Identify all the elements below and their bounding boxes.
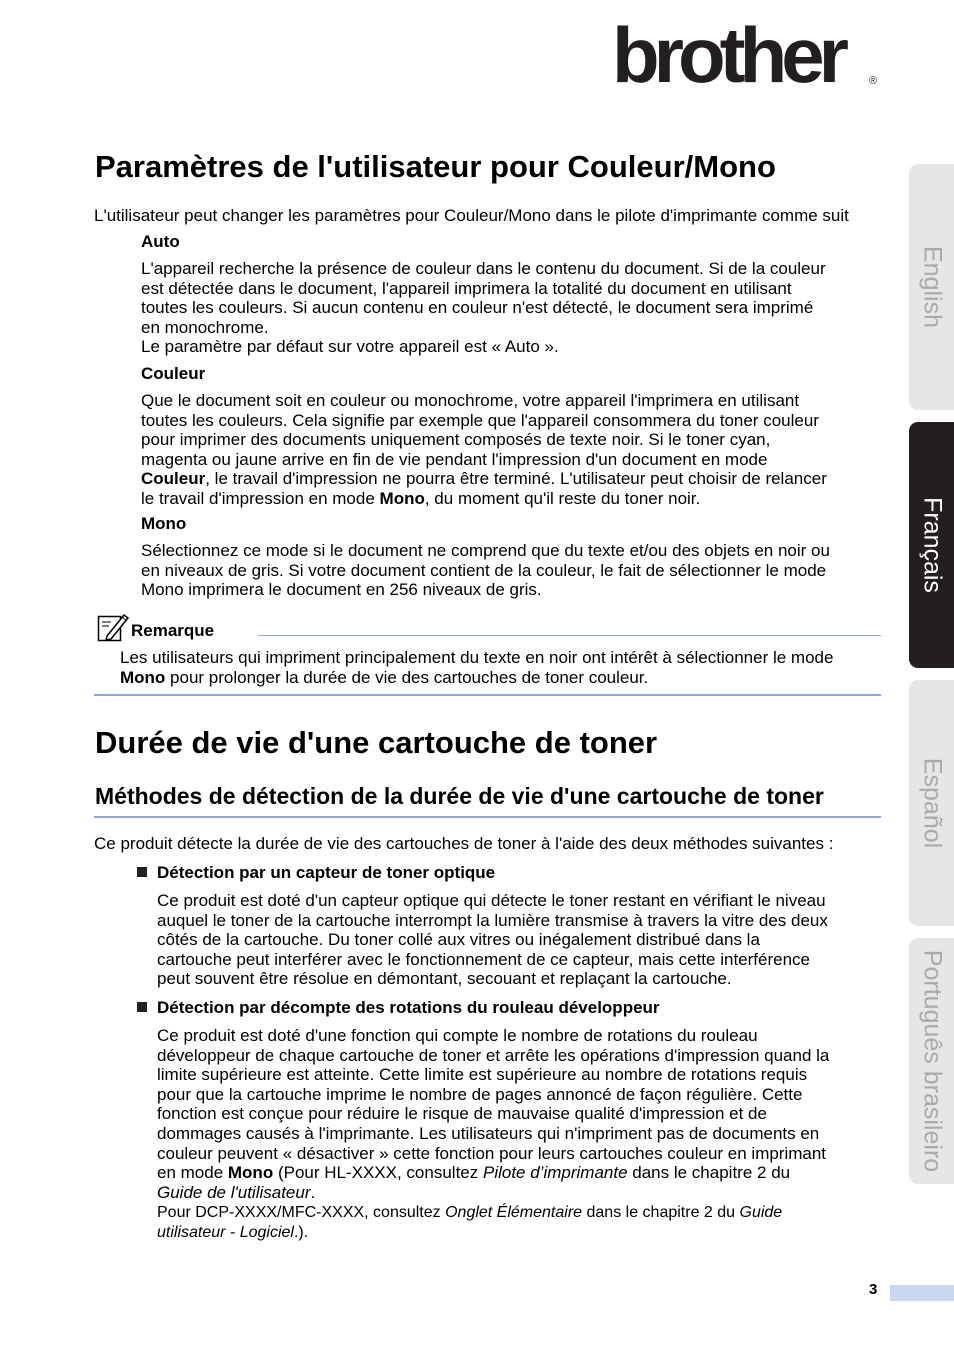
couleur-line: Que le document soit en couleur ou monochrome, votre appareil l'imprimera en utilisant — [141, 391, 800, 410]
bullet1-block — [137, 863, 887, 989]
b2-line10-mid: dans le chapitre 2 du — [582, 1204, 740, 1222]
auto-line: toutes les couleurs. Si aucun contenu en couleur n'est détecté, le document sera imprimé — [141, 298, 814, 318]
bullet1-line: côtés de la cartouche. Du toner collé aux vitres ou inégalement distribué dans la — [157, 930, 760, 950]
mono-line: en niveaux de gris. Si votre document contient de la couleur, le fait de sélectionner le mode — [141, 560, 827, 580]
couleur-line — [141, 469, 886, 489]
b2-mono-bold: Mono — [227, 1163, 274, 1183]
square-bullet-icon — [137, 867, 147, 877]
b2-line8-pre: en mode — [157, 1163, 228, 1183]
auto-heading: Auto — [141, 232, 180, 251]
section1-title: Paramètres de l'utilisateur pour Couleur/Mono — [95, 149, 776, 184]
couleur-line: magenta ou jaune arrive en fin de vie pendant l'impression d'un document en mode — [141, 449, 768, 469]
b2-tab-ref: Onglet Élémentaire — [445, 1204, 583, 1222]
note-line — [120, 668, 885, 688]
bullet1-heading: Détection par un capteur de toner optique — [157, 863, 496, 882]
mono-line: Mono imprimera le document en 256 niveaux de gris. — [141, 580, 542, 600]
couleur-line: pour imprimer des documents uniquement composés de texte noir. Si le toner cyan, — [141, 430, 771, 450]
section2-title: Durée de vie d'une cartouche de toner — [95, 725, 658, 760]
mono-line: Sélectionnez ce mode si le document ne comprend que du texte et/ou des objets en noir ou — [141, 541, 830, 560]
section2-subtitle: Méthodes de détection de la durée de vie d'une cartouche de toner — [95, 783, 824, 809]
note-line: Les utilisateurs qui impriment principalement du texte en noir ont intérêt à sélectionner le mode — [120, 648, 834, 667]
auto-line: en monochrome. — [141, 317, 269, 337]
note-bottom-rule — [94, 694, 881, 696]
page-number-bar — [890, 1285, 954, 1301]
bullet1-line: auquel le toner de la cartouche interrompt la lumière transmise à travers la vitre des deux — [157, 910, 828, 930]
bullet2-line: fonction est conçue pour réduire le risque de mauvaise qualité d'impression et de — [157, 1104, 767, 1124]
bullet2-line: couleur peuvent « désactiver » cette fonction pour leurs cartouches couleur en imprimant — [157, 1143, 827, 1163]
section2-intro: Ce produit détecte la durée de vie des cartouches de toner à l'aide des deux méthodes suivantes : — [94, 834, 834, 853]
bullet2-line: développeur de chaque cartouche de toner et arrête les opérations d'impression quand la — [157, 1045, 830, 1065]
couleur-line6-post: , du moment qu'il reste du toner noir. — [424, 488, 701, 508]
brother-logo — [612, 24, 882, 90]
auto-line: Le paramètre par défaut sur votre appareil est « Auto ». — [141, 337, 559, 357]
note-pencil-icon — [97, 612, 129, 642]
couleur-line5-rest: , le travail d'impression ne pourra être terminé. L'utilisateur peut choisir de relancer — [205, 469, 827, 489]
note-top-rule — [258, 635, 881, 636]
b2-line8-post: dans le chapitre 2 du — [627, 1163, 791, 1183]
registered-mark: ® — [869, 75, 878, 87]
bullet2-heading-row — [137, 998, 887, 1018]
b2-line9-post: . — [310, 1182, 316, 1202]
tab-label: Español — [918, 757, 946, 849]
bullet2-line — [157, 1223, 887, 1243]
auto-line: L'appareil recherche la présence de couleur dans le contenu du document. Si de la couleur — [141, 259, 826, 278]
bullet1-line: Ce produit est doté d'un capteur optique qui détecte le toner restant en vérifiant le niveau — [157, 891, 826, 910]
bullet1-line: peut souvent être résolue en démontant, secouant et replaçant la cartouche. — [157, 969, 732, 989]
note-body — [120, 648, 885, 687]
tab-espanol[interactable] — [909, 680, 954, 926]
couleur-bold: Couleur — [141, 469, 206, 489]
b2-line8-mid: (Pour HL-XXXX, consultez — [273, 1163, 483, 1183]
bullet1-line: cartouche peut interférer avec le fonctionnement de ce capteur, mais cette interférence — [157, 949, 810, 969]
bullet2-line — [157, 1203, 887, 1223]
mono-block — [141, 514, 886, 600]
couleur-line6-pre: le travail d'impression en mode — [141, 488, 380, 508]
tab-portugues[interactable] — [909, 938, 954, 1184]
couleur-block — [141, 364, 886, 509]
mono-heading: Mono — [141, 514, 187, 533]
auto-line: est détectée dans le document, l'appareil imprimera la totalité du document en utilisant — [141, 278, 792, 298]
bullet2-line — [157, 1163, 887, 1183]
b2-line10-pre: Pour DCP-XXXX/MFC-XXXX, consultez — [157, 1204, 446, 1222]
subtitle-rule — [94, 816, 881, 818]
couleur-line: toutes les couleurs. Cela signifie par exemple que l'appareil consommera du toner couleur — [141, 410, 819, 430]
b2-guide-ref: Guide de l'utilisateur — [157, 1182, 311, 1202]
bullet2-block — [137, 998, 887, 1243]
note-label: Remarque — [131, 621, 215, 640]
mono-bold: Mono — [379, 488, 425, 508]
couleur-line — [141, 489, 886, 509]
square-bullet-icon — [137, 1002, 147, 1012]
b2-driver-ref: Pilote d’imprimante — [482, 1163, 628, 1183]
page-number: 3 — [869, 1281, 878, 1298]
tab-francais[interactable] — [909, 422, 954, 668]
bullet2-line — [157, 1183, 887, 1203]
section1-intro: L'utilisateur peut changer les paramètres pour Couleur/Mono dans le pilote d'imprimante comme suit — [94, 206, 849, 225]
b2-line11-post: .). — [293, 1223, 309, 1241]
bullet2-heading: Détection par décompte des rotations du rouleau développeur — [157, 998, 660, 1017]
tab-english[interactable] — [909, 164, 954, 410]
b2-software-guide-ref: utilisateur - Logiciel — [157, 1223, 294, 1241]
tab-label: English — [918, 246, 946, 328]
tab-label: Français — [918, 497, 946, 593]
bullet2-line: limite supérieure est atteinte. Cette limite est supérieure au nombre de rotations requis — [157, 1065, 808, 1085]
couleur-heading: Couleur — [141, 364, 206, 383]
note-mono-bold: Mono — [120, 667, 166, 687]
bullet2-line: dommages causés à l'imprimante. Les utilisateurs qui n'impriment pas de documents en — [157, 1123, 820, 1143]
bullet2-line: Ce produit est doté d'une fonction qui compte le nombre de rotations du rouleau — [157, 1026, 758, 1045]
bullet2-line: pour que la cartouche imprime le nombre de pages annoncé de façon régulière. Cette — [157, 1084, 803, 1104]
logo-wordmark: brother — [612, 24, 843, 90]
tab-label: Português brasileiro — [918, 949, 946, 1173]
auto-block — [141, 232, 886, 357]
note-line2-rest: pour prolonger la durée de vie des cartouches de toner couleur. — [165, 667, 649, 687]
b2-guide2-ref: Guide — [739, 1204, 783, 1222]
bullet1-heading-row — [137, 863, 887, 883]
